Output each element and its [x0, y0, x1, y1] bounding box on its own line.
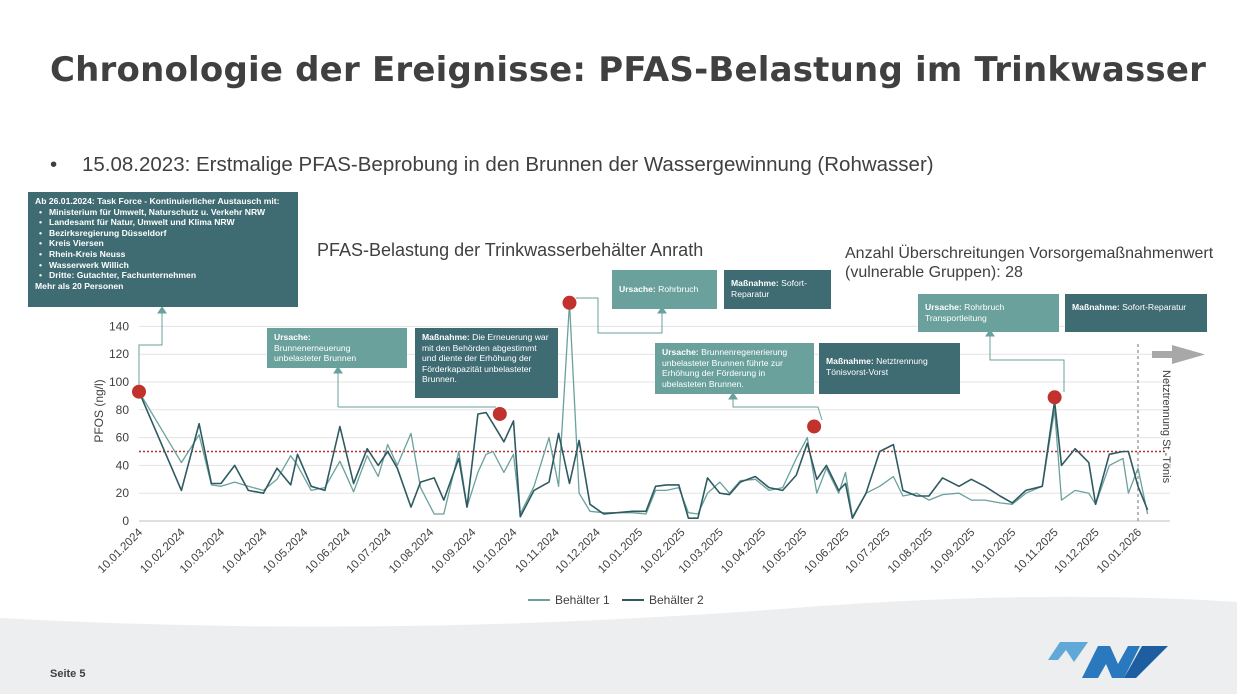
x-tick-label: 10.05.2025 — [760, 526, 810, 576]
annotation-label: Maßnahme: — [1072, 302, 1120, 312]
list-item: • Wasserwerk Willich — [49, 260, 291, 271]
page-number: Seite 5 — [50, 668, 86, 680]
y-tick-label: 40 — [115, 458, 129, 473]
annotation-cause-1 — [267, 328, 407, 368]
taskforce-box — [28, 192, 298, 307]
annotation-connector — [733, 396, 822, 420]
y-tick-label: 0 — [122, 514, 129, 528]
annotation-label: Maßnahme: — [422, 332, 470, 342]
annotation-label: Maßnahme: — [731, 278, 779, 288]
event-marker — [1048, 390, 1062, 404]
x-tick-label: 10.08.2025 — [885, 526, 936, 576]
chart-title: PFAS-Belastung der Trinkwasserbehälter Anrath — [317, 240, 704, 260]
x-tick-label: 10.12.2025 — [1052, 526, 1102, 576]
annotation-label: Maßnahme: — [826, 356, 874, 366]
y-tick-label: 100 — [108, 375, 129, 389]
series-line-2 — [139, 392, 1148, 519]
annotation-measure-2 — [724, 270, 831, 309]
x-tick-label: 10.09.2025 — [928, 526, 978, 576]
netztrennung-arrow — [1152, 345, 1205, 364]
x-tick-label: 10.04.2024 — [220, 526, 270, 576]
annotation-text: Rohrbruch Transportleitung — [925, 302, 1005, 323]
taskforce-footer: Mehr als 20 Personen — [35, 280, 124, 291]
annotation-cause-4 — [918, 294, 1059, 332]
annotation-text: Die Erneuerung war mit den Behörden abgestimmt und diente der Erhöhung der Förderkapazität unbelasteter Brunnen. — [422, 332, 549, 385]
annotation-label: Ursache: — [925, 302, 962, 312]
event-marker — [562, 296, 576, 310]
x-tick-label: 10.04.2025 — [719, 526, 769, 576]
bullet-marker: • — [50, 153, 58, 176]
x-tick-label: 10.10.2024 — [470, 526, 520, 576]
x-tick-label: 10.01.2024 — [95, 526, 146, 576]
x-tick-label: 10.10.2025 — [969, 526, 1019, 576]
annotation-label: Ursache: — [274, 332, 311, 342]
y-tick-label: 120 — [108, 347, 129, 362]
x-tick-label: 10.07.2024 — [344, 526, 394, 576]
bullet-text: 15.08.2023: Erstmalige PFAS-Beprobung in den Brunnen der Wassergewinnung (Rohwasser) — [82, 153, 934, 176]
x-tick-label: 10.03.2024 — [177, 526, 228, 576]
annotation-text: Rohrbruch — [658, 284, 699, 294]
list-item: • Kreis Viersen — [49, 238, 291, 249]
annotation-label: Ursache: — [662, 347, 699, 357]
annotation-text: Netztrennung Tönisvorst-Vorst — [826, 356, 928, 377]
annotation-measure-1 — [415, 328, 558, 398]
legend-label: Behälter 2 — [649, 593, 704, 607]
y-tick-label: 20 — [115, 486, 129, 501]
annotation-cause-2 — [612, 270, 717, 309]
x-tick-label: 10.06.2025 — [802, 526, 852, 576]
event-marker — [807, 419, 821, 433]
legend-label: Behälter 1 — [555, 593, 610, 607]
annotation-text: Brunnenerneuerung unbelasteter Brunnen — [274, 342, 357, 364]
y-tick-label: 80 — [115, 402, 129, 417]
page-title: Chronologie der Ereignisse: PFAS-Belastung im Trinkwasser — [50, 50, 1207, 90]
list-item: • Ministerium für Umwelt, Naturschutz u. Verkehr NRW — [49, 207, 291, 218]
annotation-connector — [139, 310, 162, 390]
exceedance-count: Anzahl Überschreitungen Vorsorgemaßnahmenwert (vulnerable Gruppen): 28 — [845, 245, 1214, 281]
list-item: • Bezirksregierung Düsseldorf — [49, 228, 291, 239]
x-tick-label: 10.01.2026 — [1094, 526, 1145, 576]
list-item: • Rhein-Kreis Neuss — [49, 249, 291, 260]
annotation-text: Brunnenregenerierung unbelasteter Brunnen führte zur Erhöhung der Förderung in ubelasteten Brunnen. — [662, 347, 788, 389]
x-tick-label: 10.06.2024 — [303, 526, 353, 576]
y-tick-label: 60 — [115, 430, 129, 445]
annotation-measure-4 — [1065, 294, 1207, 332]
annotation-cause-3 — [655, 343, 814, 394]
x-tick-label: 10.02.2024 — [138, 526, 188, 576]
annotation-connector — [990, 333, 1064, 392]
annotation-text: Sofort-Reparatur — [731, 278, 807, 299]
x-tick-label: 10.11.2024 — [513, 526, 562, 576]
netztrennung-label: Netztrennung St.-Tönis — [1160, 370, 1172, 484]
taskforce-heading: Ab 26.01.2024: Task Force - Kontinuierlicher Austausch mit: — [35, 196, 280, 206]
x-tick-label: 10.07.2025 — [843, 526, 893, 576]
annotation-label: Ursache: — [619, 284, 656, 294]
event-marker — [132, 385, 146, 399]
connector-arrowhead — [158, 307, 166, 313]
list-item: • Landesamt für Natur, Umwelt und Klima NRW — [49, 217, 291, 228]
y-axis-label: PFOS (ng/l) — [92, 379, 106, 443]
x-tick-label: 10.05.2024 — [261, 526, 311, 576]
event-marker — [493, 407, 507, 421]
x-tick-label: 10.11.2025 — [1012, 526, 1061, 576]
x-tick-label: 10.03.2025 — [676, 526, 726, 576]
y-tick-label: 140 — [108, 319, 129, 334]
x-tick-label: 10.01.2025 — [596, 526, 646, 576]
x-tick-label: 10.09.2024 — [429, 526, 479, 576]
x-tick-label: 10.02.2025 — [638, 526, 688, 576]
annotation-measure-3 — [819, 343, 960, 394]
footer-wave — [0, 597, 1237, 694]
x-tick-label: 10.12.2024 — [553, 526, 603, 576]
taskforce-list — [35, 207, 291, 281]
list-item: • Dritte: Gutachter, Fachunternehmen — [49, 270, 291, 281]
annotation-text: Sofort-Reparatur — [1122, 302, 1187, 312]
x-tick-label: 10.08.2024 — [387, 526, 437, 576]
